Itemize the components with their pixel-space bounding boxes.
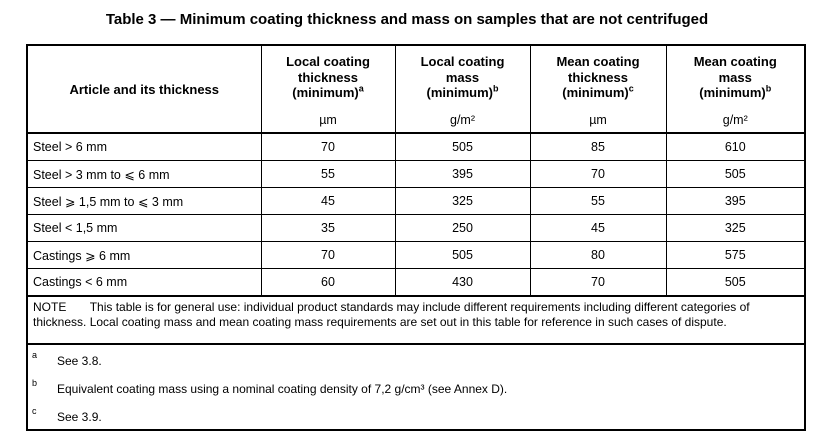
footnote-text: See 3.9. — [57, 410, 102, 424]
column-header-label: Mean coating thickness (minimum)$^c$ — [556, 54, 640, 100]
table-body — [27, 133, 805, 296]
footnote-mark: a — [32, 350, 38, 360]
table-row — [27, 269, 805, 297]
column-header-2 — [395, 45, 530, 133]
value-cell: 60 — [261, 269, 395, 297]
article-cell: Steel > 6 mm — [27, 133, 261, 161]
footnote — [28, 401, 804, 429]
value-cell: 70 — [530, 269, 666, 297]
value-cell: 430 — [395, 269, 530, 297]
column-unit: g/m² — [450, 113, 475, 127]
table-row — [27, 161, 805, 188]
column-header-4 — [666, 45, 805, 133]
value-cell: 55 — [261, 161, 395, 188]
column-unit: µm — [319, 113, 337, 127]
column-header-1 — [261, 45, 395, 133]
note-cell — [27, 296, 805, 344]
article-cell: Castings ⩾ 6 mm — [27, 242, 261, 269]
value-cell: 395 — [395, 161, 530, 188]
footnote-marker: a — [358, 83, 364, 94]
header-row — [27, 45, 805, 133]
value-cell: 70 — [530, 161, 666, 188]
column-unit: g/m² — [722, 113, 748, 127]
footnote-marker: c — [628, 83, 634, 94]
footnote-marker: b — [492, 83, 499, 94]
note-label: NOTE — [33, 300, 67, 314]
value-cell: 70 — [261, 133, 395, 161]
article-cell: Steel < 1,5 mm — [27, 215, 261, 242]
footnote — [28, 345, 804, 373]
coating-table — [26, 44, 806, 431]
footnote-text: Equivalent coating mass using a nominal coating density of 7,2 g/cm³ (see Annex D). — [57, 382, 508, 396]
column-header-0 — [27, 45, 261, 133]
note-row — [27, 296, 805, 344]
table-title: Table 3 — Minimum coating thickness and mass on samples that are not centrifuged — [105, 11, 709, 28]
column-header-3 — [530, 45, 666, 133]
value-cell: 45 — [261, 188, 395, 215]
value-cell: 505 — [395, 133, 530, 161]
value-cell: 395 — [666, 188, 805, 215]
footnote-text: See 3.8. — [57, 354, 102, 368]
article-cell: Steel ⩾ 1,5 mm to ⩽ 3 mm — [27, 188, 261, 215]
value-cell: 575 — [666, 242, 805, 269]
table-row — [27, 133, 805, 161]
footnote-mark: b — [32, 378, 38, 388]
column-header-label: Mean coating mass (minimum)$^b$ — [693, 54, 777, 100]
value-cell: 325 — [395, 188, 530, 215]
value-cell: 250 — [395, 215, 530, 242]
value-cell: 35 — [261, 215, 395, 242]
footnotes-row — [27, 344, 805, 430]
column-header-label: Local coating thickness (minimum)$^a$ — [286, 54, 370, 100]
value-cell: 45 — [530, 215, 666, 242]
value-cell: 505 — [395, 242, 530, 269]
column-unit: µm — [589, 113, 607, 127]
column-header-label: Article and its thickness — [69, 81, 220, 97]
article-cell: Castings < 6 mm — [27, 269, 261, 297]
article-cell: Steel > 3 mm to ⩽ 6 mm — [27, 161, 261, 188]
table-row — [27, 242, 805, 269]
table-row — [27, 215, 805, 242]
value-cell: 505 — [666, 269, 805, 297]
table-row — [27, 188, 805, 215]
column-header-label: Local coating mass (minimum)$^b$ — [420, 54, 505, 100]
value-cell: 80 — [530, 242, 666, 269]
footnote-mark: c — [32, 406, 37, 416]
note-text: This table is for general use: individual product standards may include different requirements including different categories of thickness. Local coating mass and mean coating mass requirements are set out in this table for reference in such cases of dispute. — [33, 300, 750, 329]
footnotes-cell — [27, 344, 805, 430]
footnote-marker: b — [765, 83, 772, 94]
value-cell: 70 — [261, 242, 395, 269]
value-cell: 610 — [666, 133, 805, 161]
value-cell: 505 — [666, 161, 805, 188]
footnote — [28, 373, 804, 401]
value-cell: 325 — [666, 215, 805, 242]
value-cell: 55 — [530, 188, 666, 215]
value-cell: 85 — [530, 133, 666, 161]
